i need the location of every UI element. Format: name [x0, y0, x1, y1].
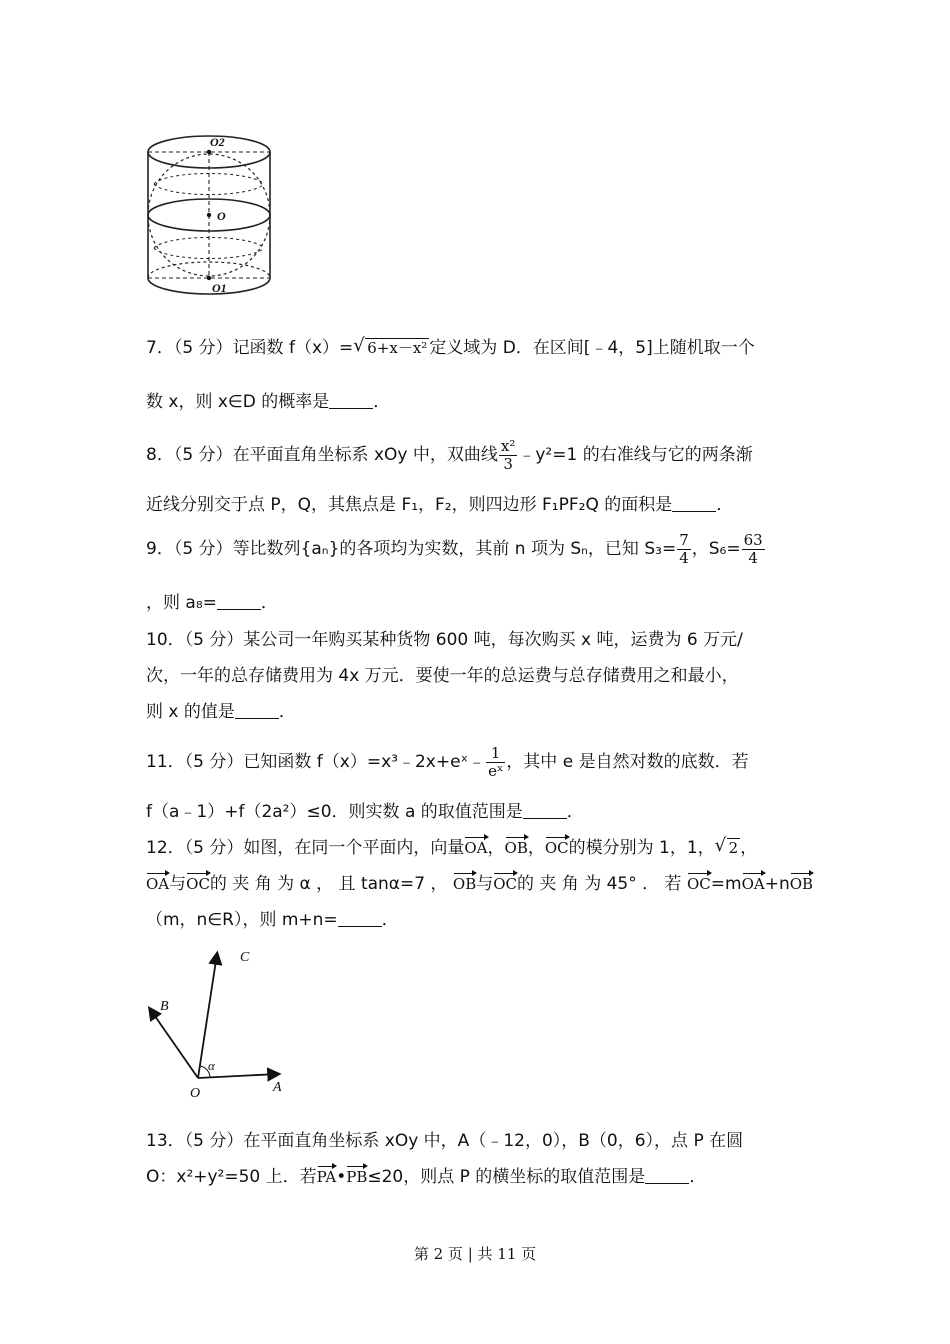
question-11: 11．（5 分）已知函数 f（x）=x³﹣2x+eˣ﹣ $\frac{1}{\text{eˣ}}$ ，其中 e 是自然对数的底数．若 f（a﹣1）+f（2a²）≤0．则实数 a 的取值范围是 ．	[146, 743, 749, 822]
sqrt-expression: √ 6+x－x²	[365, 338, 429, 357]
label-a: A	[273, 1080, 282, 1095]
sqrt-expression: √ 2	[727, 838, 741, 857]
answer-blank	[235, 700, 279, 719]
vector-oc: OC	[186, 870, 210, 892]
vector-oc: OC	[687, 870, 711, 892]
question-7: 7．（5 分）记函数 f（x）=√ 6+x－x² 定义域为 D．在区间[﹣4，5]上随机取一个 数 x，则 x∈D 的概率是 ．	[146, 330, 808, 420]
vector-oc: OC	[545, 834, 569, 856]
answer-blank	[523, 800, 567, 819]
question-8: 8．（5 分）在平面直角坐标系 xOy 中，双曲线 $\frac{\text{x²}}{3}$ ﹣y²=1 的右准线与它的两条渐 近线分别交于点 P，Q，其焦点是 F₁，F₂，则四边形 F₁PF₂Q 的面积是 ．	[146, 436, 753, 515]
fraction: $\frac{63}{4}$	[743, 530, 763, 567]
cylinder-sphere-figure	[140, 128, 280, 308]
vector-pb: PB	[346, 1163, 367, 1185]
answer-blank	[645, 1165, 689, 1184]
page-footer: 第 2 页 | 共 11 页	[413, 1245, 537, 1263]
answer-blank	[338, 908, 382, 927]
question-13: 13．（5 分）在平面直角坐标系 xOy 中，A（﹣12，0），B（0，6），点 P 在圆 O：x²+y²=50 上．若PA•PB≤20，则点 P 的横坐标的取值范围是 ．	[146, 1131, 744, 1187]
vector-ob: OB	[453, 870, 476, 892]
label-o1: O1	[212, 281, 227, 295]
label-alpha: α	[208, 1058, 215, 1073]
vector-ob: OB	[505, 834, 528, 856]
vector-pa: PA	[317, 1163, 337, 1185]
label-o2: O2	[210, 135, 225, 149]
label-o: O	[217, 209, 226, 223]
answer-blank	[329, 390, 373, 409]
vector-ob-line	[150, 1009, 198, 1078]
question-10: 10．（5 分）某公司一年购买某种货物 600 吨，每次购买 x 吨，运费为 6 万元/ 次，一年的总存储费用为 4x 万元．要使一年的总运费与总存储费用之和最小， 则 x 的值是 ．	[146, 630, 743, 722]
vector-oa: OA	[146, 870, 169, 892]
vector-figure	[140, 943, 300, 1103]
fraction: $\frac{7}{4}$	[679, 530, 689, 567]
answer-blank	[672, 493, 716, 512]
label-o: O	[190, 1086, 201, 1101]
fraction: $\frac{\text{x²}}{3}$	[500, 436, 516, 473]
vector-oc: OC	[493, 870, 517, 892]
answer-blank	[217, 591, 261, 610]
vector-oa: OA	[464, 834, 487, 856]
question-9: 9．（5 分）等比数列{aₙ}的各项均为实数，其前 n 项为 Sₙ，已知 S₃= $\frac{7}{4}$ ，S₆= $\frac{63}{4}$ ，则 a₈= ．	[146, 530, 763, 613]
label-b: B	[160, 999, 169, 1014]
vector-ob: OB	[790, 870, 813, 892]
question-12: 12．（5 分）如图，在同一个平面内，向量OA，OB，OC的模分别为 1，1，√ 2 ， OA与OC的 夹 角 为 α ， 且 tanα=7 ， OB与OC的 夹 角 为 45° ． 若 OC=mOA+nOB （m，n∈R），则 m+n= ．	[146, 830, 808, 938]
label-c: C	[240, 950, 250, 965]
fraction: $\frac{1}{\text{eˣ}}$	[488, 743, 504, 780]
vector-oa: OA	[742, 870, 765, 892]
